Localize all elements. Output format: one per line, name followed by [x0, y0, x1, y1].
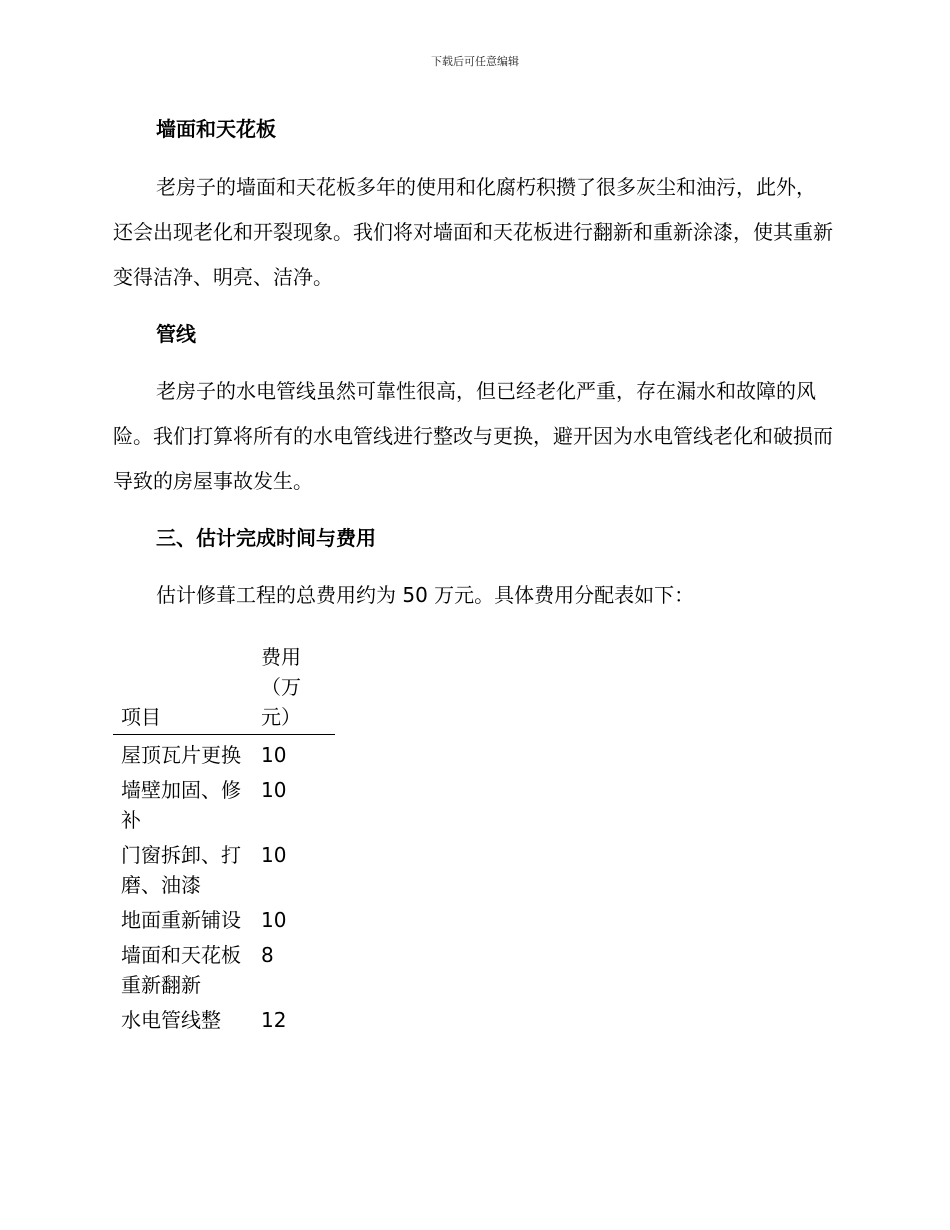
table-cell-cost: 10	[261, 778, 287, 802]
table-cell-item: 水电管线整	[121, 1008, 221, 1032]
table-cell-cost: 10	[261, 843, 287, 867]
section-heading-pipes: 管线	[156, 322, 196, 346]
table-cell-item: 地面重新铺设	[121, 908, 241, 932]
section-heading-cost: 三、估计完成时间与费用	[156, 526, 376, 550]
section-paragraph-pipes: 老房子的水电管线虽然可靠性很高，但已经老化严重，存在漏水和故障的风险。我们打算将所有的水电管线进行整改与更换，避开因为水电管线老化和破损而导致的房屋事故发生。	[113, 379, 833, 493]
table-row	[113, 1000, 335, 1035]
table-row	[113, 735, 335, 771]
table-cell-item: 墙面和天花板重新翻新	[121, 943, 241, 997]
section-paragraph-cost: 估计修葺工程的总费用约为 50 万元。具体费用分配表如下：	[156, 583, 695, 607]
table-row	[113, 900, 335, 935]
cost-table-header-row	[113, 642, 335, 735]
header-watermark: 下载后可任意编辑	[431, 55, 519, 68]
table-cell-cost: 10	[261, 908, 287, 932]
table-cell-cost: 12	[261, 1008, 287, 1032]
table-cell-cost: 10	[261, 743, 287, 767]
cost-table-header-cost: 费用（万元）	[253, 642, 335, 735]
table-row	[113, 935, 335, 1000]
cost-table-header-item: 项目	[113, 642, 253, 735]
section-heading-walls: 墙面和天花板	[156, 117, 276, 141]
table-cell-item: 屋顶瓦片更换	[121, 743, 241, 767]
table-cell-item: 门窗拆卸、打磨、油漆	[121, 843, 241, 897]
table-row	[113, 770, 335, 835]
section-paragraph-walls: 老房子的墙面和天花板多年的使用和化腐朽积攒了很多灰尘和油污，此外，还会出现老化和开裂现象。我们将对墙面和天花板进行翻新和重新涂漆，使其重新变得洁净、明亮、洁净。	[113, 175, 833, 289]
table-cell-item: 墙壁加固、修补	[121, 778, 241, 832]
table-cell-cost: 8	[261, 943, 274, 967]
cost-table	[113, 642, 335, 1035]
table-row	[113, 835, 335, 900]
